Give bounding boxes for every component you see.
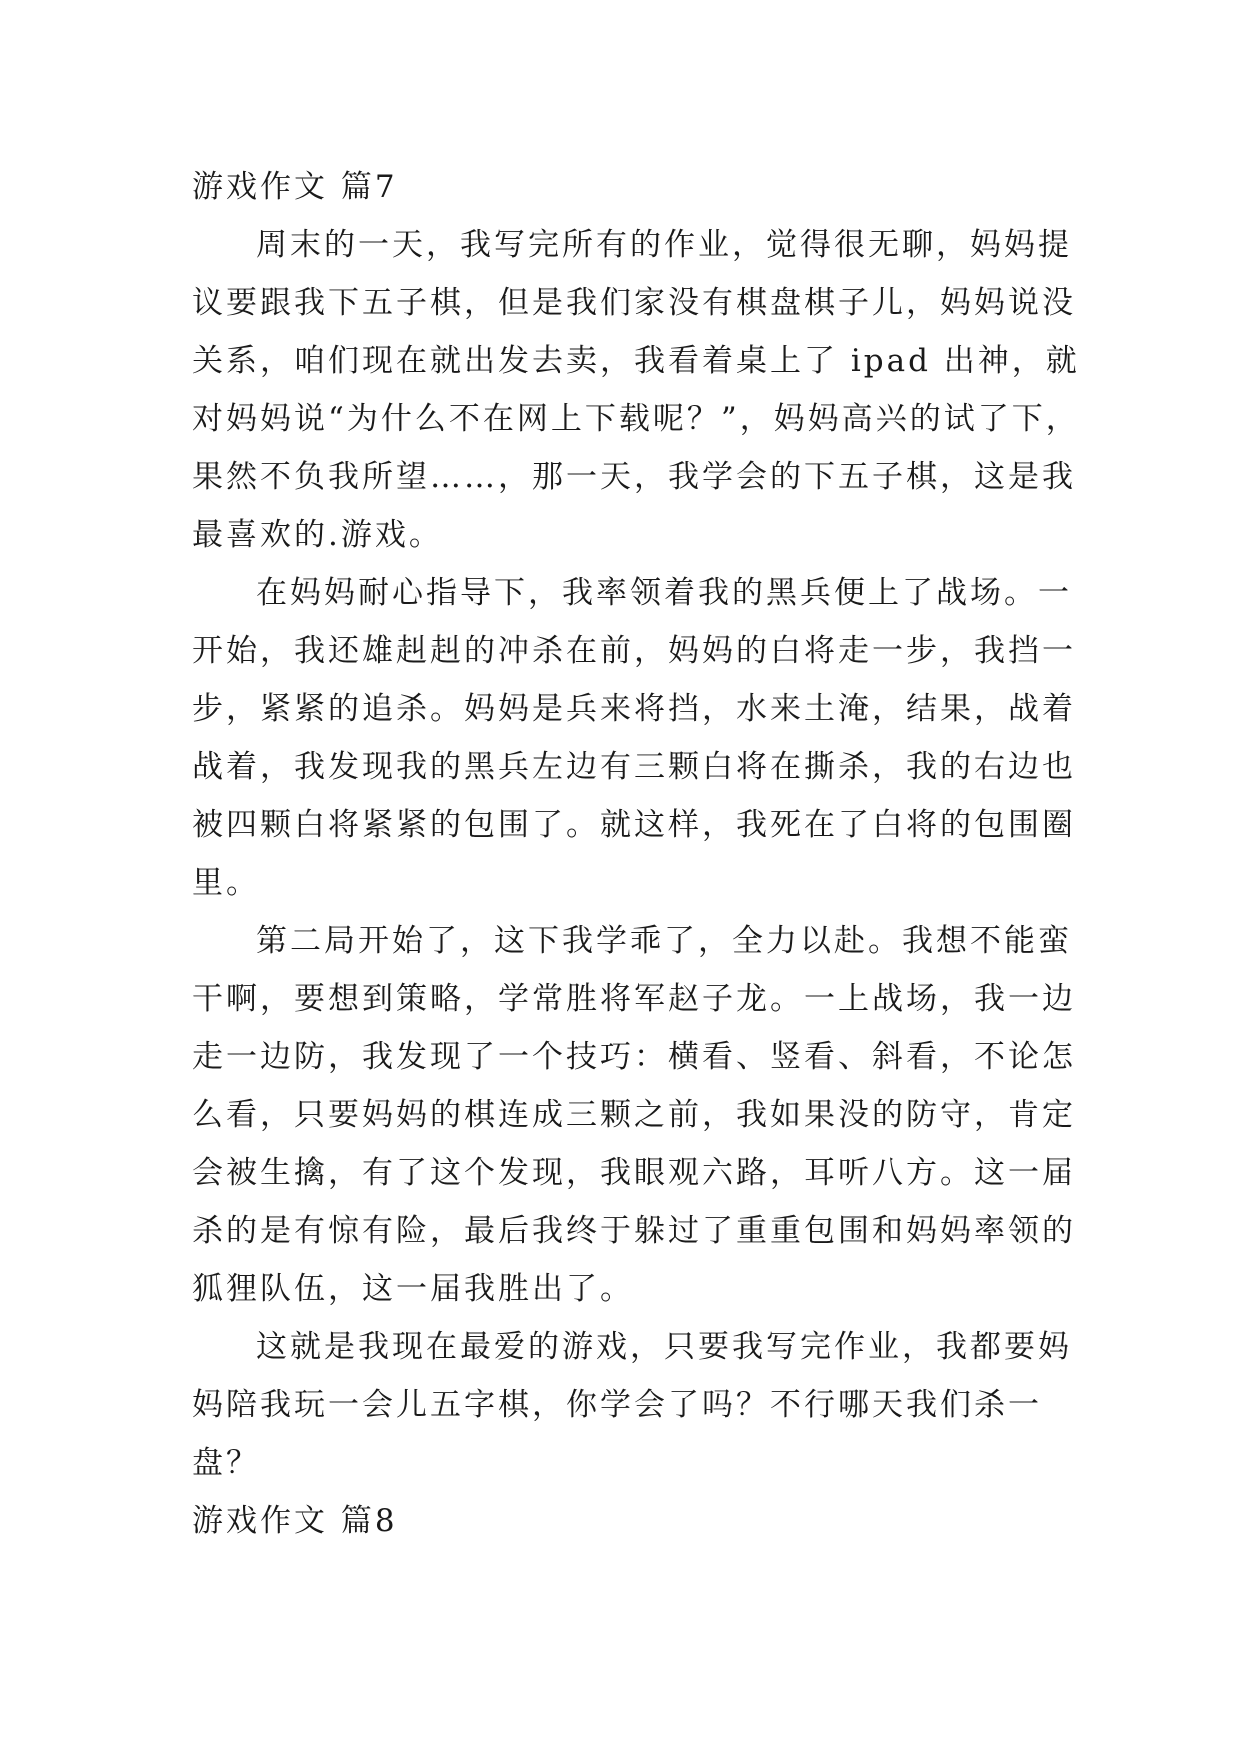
p2-line-4: 战着，我发现我的黑兵左边有三颗白将在撕杀，我的右边也: [192, 749, 1076, 785]
p2-line-3: 步，紧紧的追杀。妈妈是兵来将挡，水来土淹，结果，战着: [192, 691, 1076, 727]
p1-line-4: 对妈妈说“为什么不在网上下载呢？”，妈妈高兴的试了下，: [192, 401, 1080, 437]
p3-line-6: 杀的是有惊有险，最后我终于躲过了重重包围和妈妈率领的: [192, 1213, 1076, 1249]
p1-line-6: 最喜欢的.游戏。: [192, 517, 443, 553]
essay-7-heading: 游戏作文 篇7: [192, 169, 398, 205]
p1-line-3: 关系，咱们现在就出发去卖，我看着桌上了 ipad 出神，就: [192, 343, 1080, 379]
p3-line-3: 走一边防，我发现了一个技巧：横看、竖看、斜看，不论怎: [192, 1039, 1076, 1075]
p4-line-3: 盘？: [192, 1445, 260, 1481]
p3-line-2: 干啊，要想到策略，学常胜将军赵子龙。一上战场，我一边: [192, 981, 1076, 1017]
p3-line-4: 么看，只要妈妈的棋连成三颗之前，我如果没的防守，肯定: [192, 1097, 1076, 1133]
p1-line-5: 果然不负我所望……，那一天，我学会的下五子棋，这是我: [192, 459, 1076, 495]
p3-line-7: 狐狸队伍，这一届我胜出了。: [192, 1271, 634, 1307]
p2-line-2: 开始，我还雄赳赳的冲杀在前，妈妈的白将走一步，我挡一: [192, 633, 1076, 669]
p3-line-1: 第二局开始了，这下我学乖了，全力以赴。我想不能蛮: [256, 923, 1072, 959]
p4-line-1: 这就是我现在最爱的游戏，只要我写完作业，我都要妈: [256, 1329, 1072, 1365]
p2-line-1: 在妈妈耐心指导下，我率领着我的黑兵便上了战场。一: [256, 575, 1072, 611]
p1-line-1: 周末的一天，我写完所有的作业，觉得很无聊，妈妈提: [256, 227, 1072, 263]
essay-8-heading: 游戏作文 篇8: [192, 1503, 398, 1539]
p2-line-6: 里。: [192, 865, 260, 901]
p1-line-2: 议要跟我下五子棋，但是我们家没有棋盘棋子儿，妈妈说没: [192, 285, 1076, 321]
p4-line-2: 妈陪我玩一会儿五字棋，你学会了吗？不行哪天我们杀一: [192, 1387, 1042, 1423]
p3-line-5: 会被生擒，有了这个发现，我眼观六路，耳听八方。这一届: [192, 1155, 1076, 1191]
p2-line-5: 被四颗白将紧紧的包围了。就这样，我死在了白将的包围圈: [192, 807, 1076, 843]
